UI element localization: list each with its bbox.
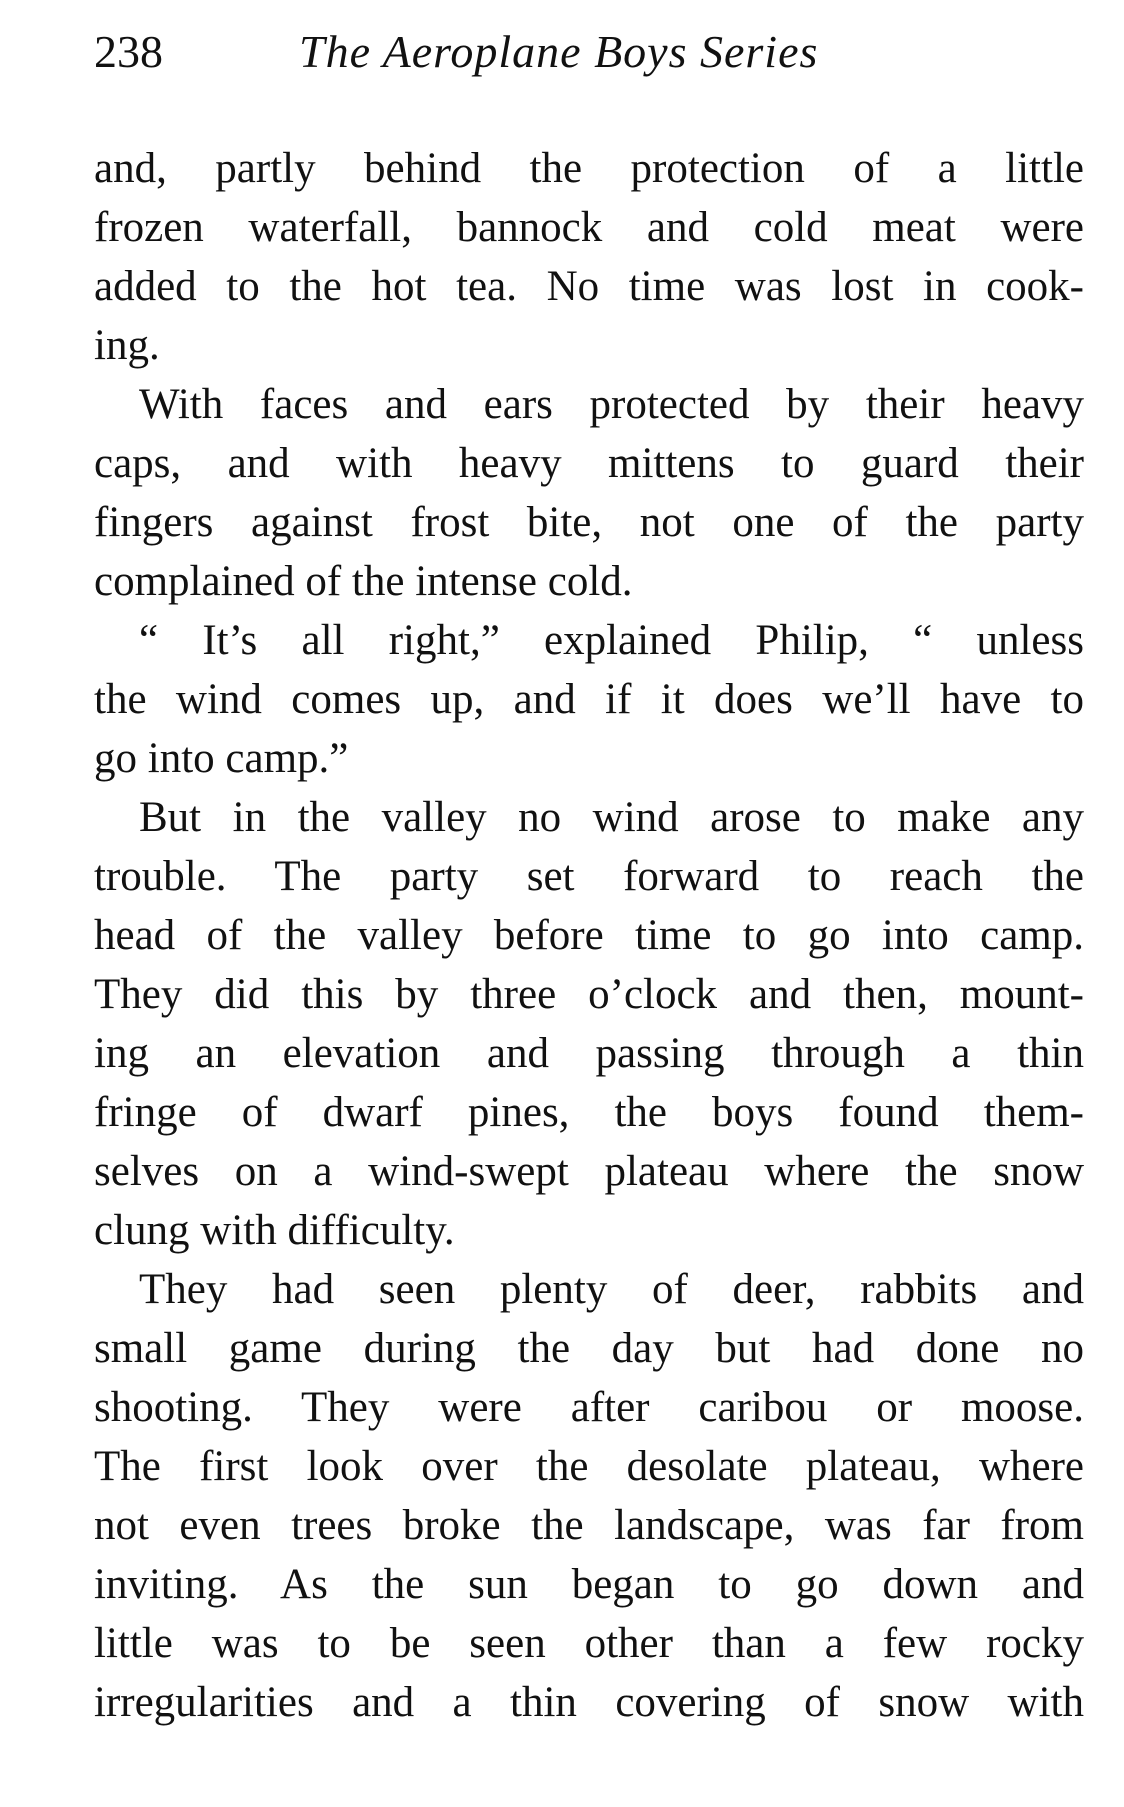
- text-line: caps, and with heavy mittens to guard their: [94, 440, 1084, 487]
- text-line: not even trees broke the landscape, was far from: [94, 1502, 1084, 1549]
- text-line: The first look over the desolate plateau, where: [94, 1443, 1084, 1490]
- text-line: ing an elevation and passing through a thin: [94, 1030, 1084, 1077]
- text-line: “ It’s all right,” explained Philip, “ unless: [139, 617, 1084, 664]
- paragraph: [94, 139, 1084, 375]
- text-line: added to the hot tea. No time was lost in cook-: [94, 263, 1084, 310]
- paragraph: [94, 611, 1084, 788]
- body-text: [94, 139, 1084, 1732]
- paragraph: [94, 1260, 1084, 1732]
- text-line: frozen waterfall, bannock and cold meat were: [94, 204, 1084, 251]
- text-line: But in the valley no wind arose to make any: [139, 794, 1084, 841]
- paragraph: [94, 375, 1084, 611]
- text-line: selves on a wind-swept plateau where the snow: [94, 1148, 1084, 1195]
- paragraph: [94, 788, 1084, 1260]
- text-line: fringe of dwarf pines, the boys found them-: [94, 1089, 1084, 1136]
- text-line: fingers against frost bite, not one of the party: [94, 499, 1084, 546]
- text-line: irregularities and a thin covering of snow with: [94, 1679, 1084, 1726]
- page-number: 238: [94, 26, 163, 77]
- text-line: shooting. They were after caribou or moose.: [94, 1384, 1084, 1431]
- text-line: They had seen plenty of deer, rabbits and: [139, 1266, 1084, 1313]
- text-line: go into camp.”: [94, 735, 349, 782]
- text-line: head of the valley before time to go into camp.: [94, 912, 1084, 959]
- text-line: small game during the day but had done no: [94, 1325, 1084, 1372]
- text-line: With faces and ears protected by their heavy: [139, 381, 1084, 428]
- text-line: trouble. The party set forward to reach the: [94, 853, 1084, 900]
- text-line: the wind comes up, and if it does we’ll have to: [94, 676, 1084, 723]
- text-line: little was to be seen other than a few rocky: [94, 1620, 1084, 1667]
- text-line: inviting. As the sun began to go down and: [94, 1561, 1084, 1608]
- text-line: clung with difficulty.: [94, 1207, 455, 1254]
- text-line: ing.: [94, 322, 160, 369]
- text-line: complained of the intense cold.: [94, 558, 633, 605]
- running-title: The Aeroplane Boys Series: [299, 26, 819, 77]
- text-line: They did this by three o’clock and then, mount-: [94, 971, 1084, 1018]
- running-head: [94, 22, 1084, 82]
- text-line: and, partly behind the protection of a little: [94, 145, 1084, 192]
